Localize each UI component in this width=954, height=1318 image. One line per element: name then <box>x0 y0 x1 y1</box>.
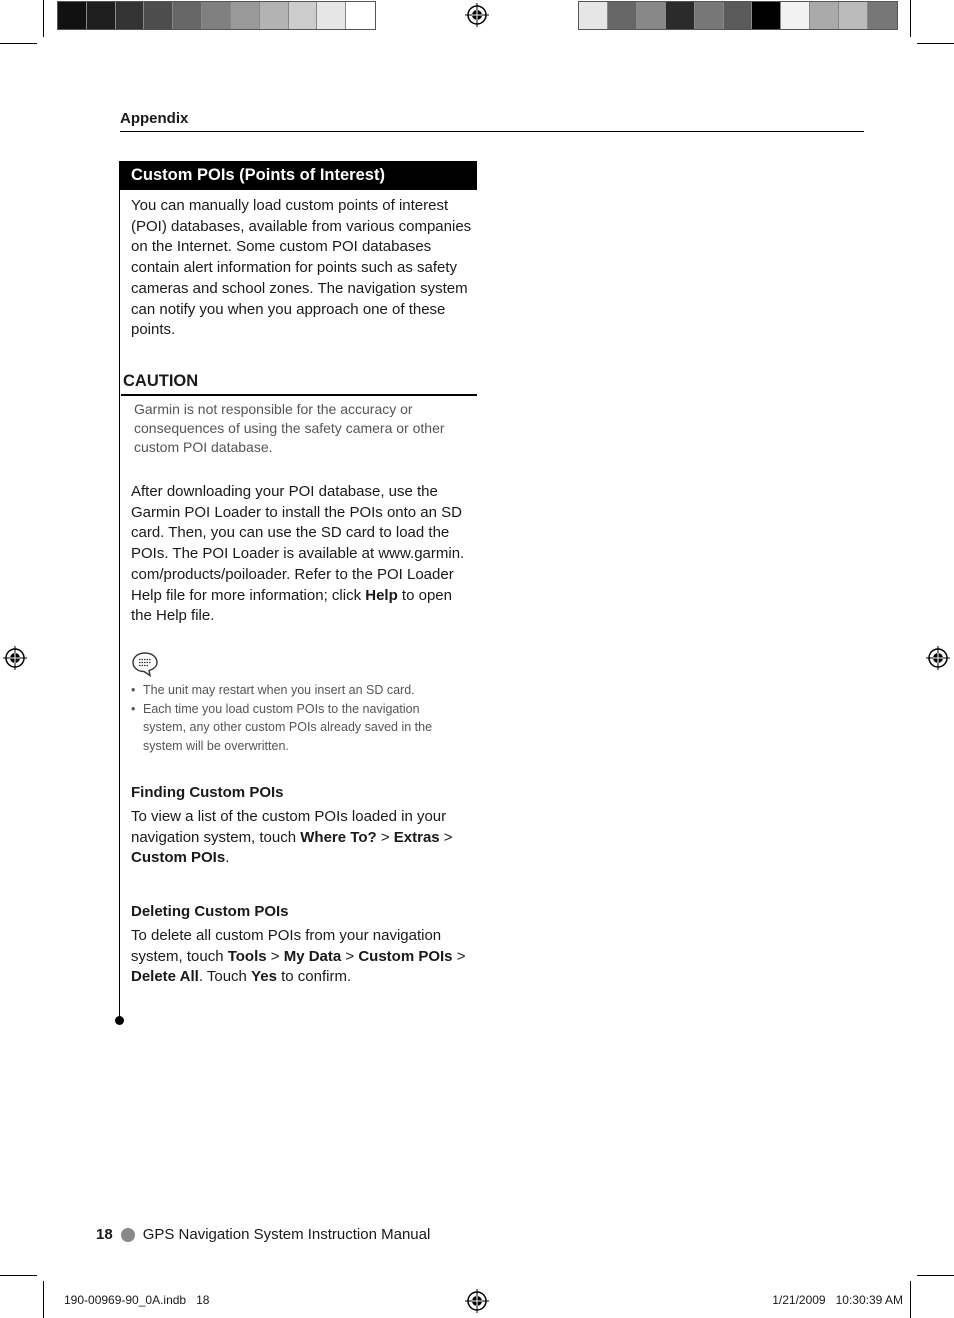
registration-mark-icon <box>3 646 27 670</box>
caution-text <box>134 400 474 457</box>
text-line: on the Internet. Some custom POI databases <box>131 238 432 256</box>
deleting-heading: Deleting Custom POIs <box>131 903 289 920</box>
header-rule <box>120 131 864 132</box>
menu-term: Where To? <box>300 828 377 846</box>
text-run: to confirm. <box>276 968 352 986</box>
notes-list <box>131 681 451 755</box>
slug-date: 1/21/2009 10:30:39 AM <box>772 1293 903 1307</box>
text-line: The unit may restart when you insert an SD card. <box>143 683 415 697</box>
crop-mark <box>43 0 44 37</box>
menu-term: My Data <box>283 947 342 965</box>
bullet: • <box>131 683 136 697</box>
page-footer <box>96 1226 430 1243</box>
color-swatch <box>260 2 289 29</box>
text-run: > <box>266 947 284 965</box>
registration-mark-icon <box>926 646 950 670</box>
slug-file: 190-00969-90_0A.indb 18 <box>64 1293 210 1307</box>
color-swatch <box>608 2 637 29</box>
color-swatch <box>58 2 87 29</box>
text-run: navigation system, touch <box>131 828 301 846</box>
text-line: points. <box>131 321 176 339</box>
text-line: can notify you when you approach one of these <box>131 300 446 318</box>
running-header: Appendix <box>120 110 189 127</box>
color-swatch <box>724 2 753 29</box>
download-paragraph <box>131 482 481 627</box>
crop-mark <box>910 1281 911 1318</box>
color-bar-left <box>57 1 376 30</box>
caution-rule <box>121 394 477 396</box>
text-run: > <box>439 828 453 846</box>
color-swatch <box>317 2 346 29</box>
text-line: the Help file. <box>131 607 215 625</box>
text-line: To delete all custom POIs from your navigation <box>131 927 442 944</box>
color-swatch <box>579 2 608 29</box>
text-run: > <box>376 828 394 846</box>
text-line: To view a list of the custom POIs loaded in your <box>131 808 447 825</box>
column-end-dot <box>115 1016 124 1025</box>
color-swatch <box>637 2 666 29</box>
text-line: You can manually load custom points of interest <box>131 197 449 214</box>
text-run: system, touch <box>131 947 228 965</box>
color-swatch <box>839 2 868 29</box>
color-swatch <box>87 2 116 29</box>
list-item <box>131 700 451 756</box>
color-swatch <box>173 2 202 29</box>
text-line <box>131 848 481 869</box>
finding-paragraph <box>131 807 481 869</box>
color-swatch <box>752 2 781 29</box>
text-run: > <box>341 947 359 965</box>
menu-term: Tools <box>227 947 267 965</box>
intro-paragraph <box>131 196 481 341</box>
text-line: com/products/poiloader. Refer to the POI Loader <box>131 565 454 583</box>
text-run: to open <box>397 586 452 604</box>
text-line: system will be overwritten. <box>143 738 289 753</box>
footer-dot <box>121 1228 135 1242</box>
note-icon <box>131 651 159 677</box>
text-line: cameras and school zones. The navigation system <box>131 279 468 297</box>
caution-title: CAUTION <box>123 372 199 390</box>
crop-mark <box>910 0 911 37</box>
color-swatch <box>231 2 260 29</box>
text-line: system, any other custom POIs already saved in the <box>143 720 433 734</box>
text-line <box>131 967 481 988</box>
deleting-paragraph <box>131 926 481 988</box>
color-swatch <box>810 2 839 29</box>
finding-heading: Finding Custom POIs <box>131 784 284 801</box>
text-run: Help file for more information; click <box>131 586 366 604</box>
help-term: Help <box>365 586 398 604</box>
crop-mark <box>0 43 37 44</box>
color-swatch <box>695 2 724 29</box>
text-run: . Touch <box>198 968 252 986</box>
text-line: Each time you load custom POIs to the navigation <box>143 701 420 716</box>
text-line <box>131 947 481 968</box>
list-item <box>131 681 451 700</box>
text-line: consequences of using the safety camera or other <box>134 420 445 436</box>
color-swatch <box>144 2 173 29</box>
crop-mark <box>917 1275 954 1276</box>
text-line <box>131 586 481 607</box>
color-swatch <box>346 2 375 29</box>
color-swatch <box>116 2 145 29</box>
text-line: Garmin is not responsible for the accuracy or <box>134 401 413 417</box>
menu-term: Extras <box>393 828 440 846</box>
crop-mark <box>43 1281 44 1318</box>
text-line <box>131 828 481 849</box>
registration-mark-icon <box>465 1289 489 1313</box>
color-swatch <box>202 2 231 29</box>
text-line: custom POI database. <box>134 439 273 455</box>
column-rule <box>119 161 120 1021</box>
crop-mark <box>917 43 954 44</box>
text-run: . <box>225 849 230 867</box>
color-swatch <box>781 2 810 29</box>
menu-term: Yes <box>251 968 277 986</box>
text-line: Garmin POI Loader to install the POIs onto an SD <box>131 503 462 521</box>
bullet: • <box>131 701 136 716</box>
color-swatch <box>868 2 897 29</box>
registration-mark-icon <box>465 3 489 27</box>
text-line: card. Then, you can use the SD card to load the <box>131 524 450 542</box>
text-line: contain alert information for points such as safety <box>131 259 458 277</box>
text-line: POIs. The POI Loader is available at www.garmin. <box>131 545 465 563</box>
menu-term: Custom POIs <box>131 849 226 867</box>
menu-term: Delete All <box>131 968 199 986</box>
section-title: Custom POIs (Points of Interest) <box>119 161 477 190</box>
text-line: (POI) databases, available from various companies <box>131 217 472 235</box>
page-number: 18 <box>96 1226 113 1243</box>
color-swatch <box>666 2 695 29</box>
manual-title: GPS Navigation System Instruction Manual <box>142 1226 431 1243</box>
color-swatch <box>289 2 318 29</box>
crop-mark <box>0 1275 37 1276</box>
text-line: After downloading your POI database, use the <box>131 483 438 500</box>
text-run: > <box>452 947 466 965</box>
menu-term: Custom POIs <box>358 947 453 965</box>
color-bar-right <box>578 1 898 30</box>
